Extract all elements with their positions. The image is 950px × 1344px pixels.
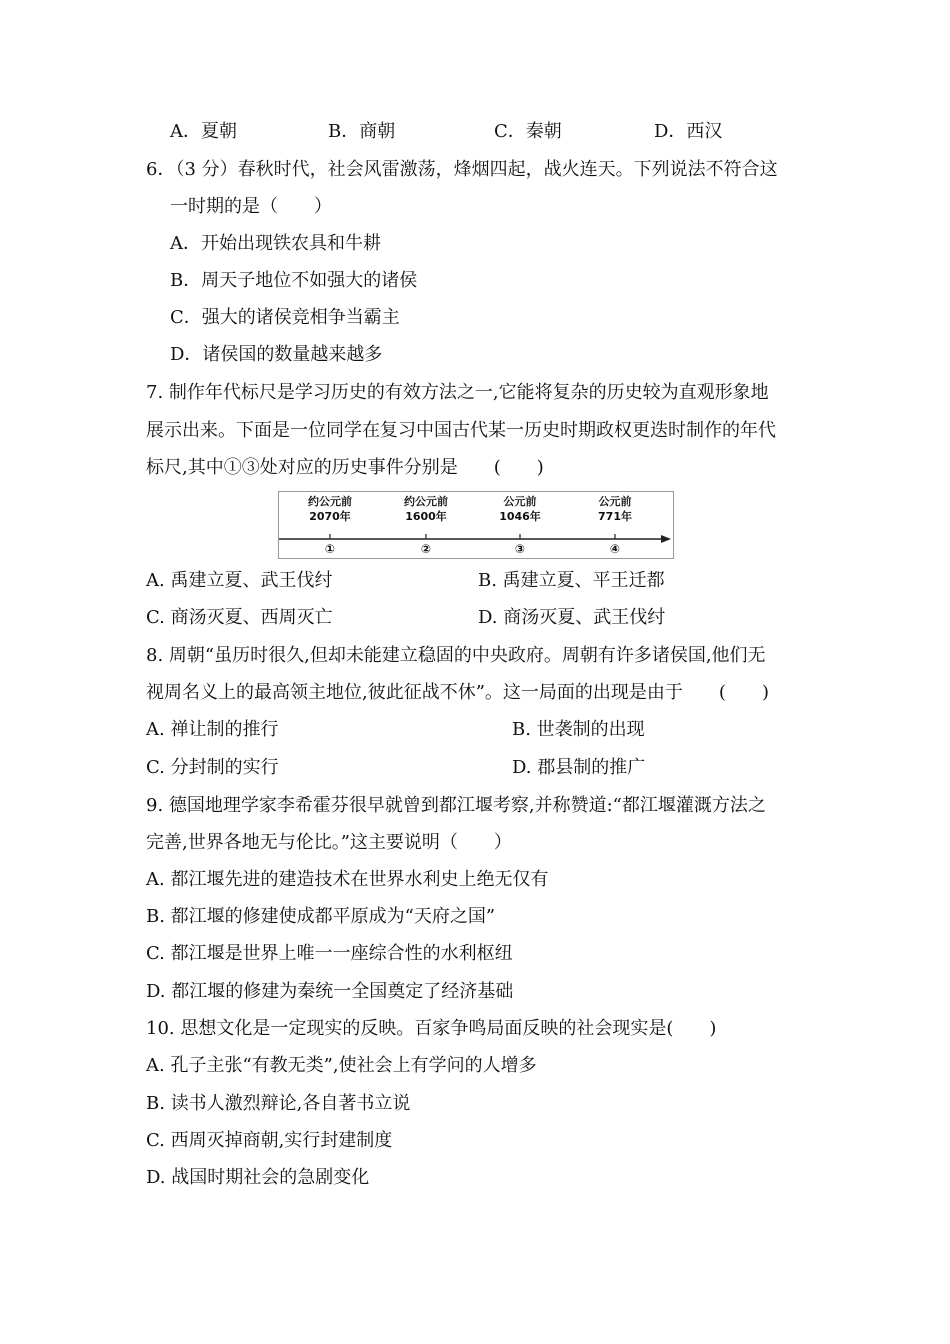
q7-stem-line3: 标尺,其中①③处对应的历史事件分别是 ( ) — [146, 457, 544, 478]
q10-option-a: A. 孔子主张“有教无类”,使社会上有学问的人增多 — [146, 1055, 537, 1076]
q8-option-c: C. 分封制的实行 — [146, 757, 279, 778]
timeline-label-year: 2070年 — [309, 510, 351, 523]
q6-stem-line1: 6．（3 分）春秋时代，社会风雷激荡，烽烟四起，战火连天。下列说法不符合这 — [146, 159, 778, 180]
timeline-mark: ② — [420, 542, 432, 556]
q7-option-b: B. 禹建立夏、平王迁都 — [478, 570, 665, 591]
q10-stem-line1: 10. 思想文化是一定现实的反映。百家争鸣局面反映的社会现实是( ) — [146, 1018, 717, 1039]
timeline-mark: ③ — [514, 542, 526, 556]
timeline-label-top: 约公元前 — [404, 495, 448, 508]
timeline-figure — [278, 491, 674, 559]
q8-option-b: B. 世袭制的出现 — [512, 719, 645, 740]
q6-stem-line2: 一时期的是（ ） — [170, 196, 332, 217]
q7-option-d: D. 商汤灭夏、武王伐纣 — [478, 607, 666, 628]
timeline-mark: ④ — [609, 542, 621, 556]
q10-option-c: C. 西周灭掉商朝,实行封建制度 — [146, 1130, 393, 1151]
q8-stem-line2: 视周名义上的最高领主地位,彼此征战不休”。这一局面的出现是由于 ( ) — [146, 682, 769, 703]
q7-option-c: C. 商汤灭夏、西周灭亡 — [146, 607, 333, 628]
q6-option-b: B．周天子地位不如强大的诸侯 — [170, 270, 418, 291]
q9-stem-line1: 9. 德国地理学家李希霍芬很早就曾到都江堰考察,并称赞道:“都江堰灌溉方法之 — [146, 795, 766, 816]
q5-option-b: B．商朝 — [328, 121, 396, 142]
timeline-label-top: 约公元前 — [308, 495, 352, 508]
timeline-label-top: 公元前 — [598, 495, 632, 508]
timeline-label-year: 1046年 — [499, 510, 541, 523]
q7-option-a: A. 禹建立夏、武王伐纣 — [146, 570, 333, 591]
timeline-label-top: 公元前 — [503, 495, 537, 508]
q6-option-d: D．诸侯国的数量越来越多 — [170, 344, 383, 365]
q6-option-a: A．开始出现铁农具和牛耕 — [170, 233, 381, 254]
q9-option-a: A. 都江堰先进的建造技术在世界水利史上绝无仅有 — [146, 869, 549, 890]
q10-option-d: D. 战国时期社会的急剧变化 — [146, 1167, 370, 1188]
q10-option-b: B. 读书人激烈辩论,各自著书立说 — [146, 1093, 411, 1114]
q5-option-c: C．秦朝 — [494, 121, 562, 142]
q5-option-d: D．西汉 — [654, 121, 723, 142]
q9-option-d: D. 都江堰的修建为秦统一全国奠定了经济基础 — [146, 981, 514, 1002]
q8-stem-line1: 8. 周朝“虽历时很久,但却未能建立稳固的中央政府。周朝有许多诸侯国,他们无 — [146, 645, 766, 666]
q7-stem-line1: 7. 制作年代标尺是学习历史的有效方法之一,它能将复杂的历史较为直观形象地 — [146, 382, 769, 403]
q6-option-c: C．强大的诸侯竞相争当霸主 — [170, 307, 400, 328]
timeline-arrow-icon — [661, 535, 671, 543]
q9-option-b: B. 都江堰的修建使成都平原成为“天府之国” — [146, 906, 496, 927]
q9-stem-line2: 完善,世界各地无与伦比。”这主要说明（ ） — [146, 832, 512, 853]
q8-option-a: A. 禅让制的推行 — [146, 719, 279, 740]
timeline-label-year: 1600年 — [405, 510, 447, 523]
q7-stem-line2: 展示出来。下面是一位同学在复习中国古代某一历史时期政权更迭时制作的年代 — [146, 420, 776, 441]
q5-option-a: A．夏朝 — [170, 121, 237, 142]
q8-option-d: D. 郡县制的推广 — [512, 757, 646, 778]
timeline-mark: ① — [324, 542, 336, 556]
q9-option-c: C. 都江堰是世界上唯一一座综合性的水利枢纽 — [146, 943, 513, 964]
timeline-label-year: 771年 — [598, 510, 632, 523]
